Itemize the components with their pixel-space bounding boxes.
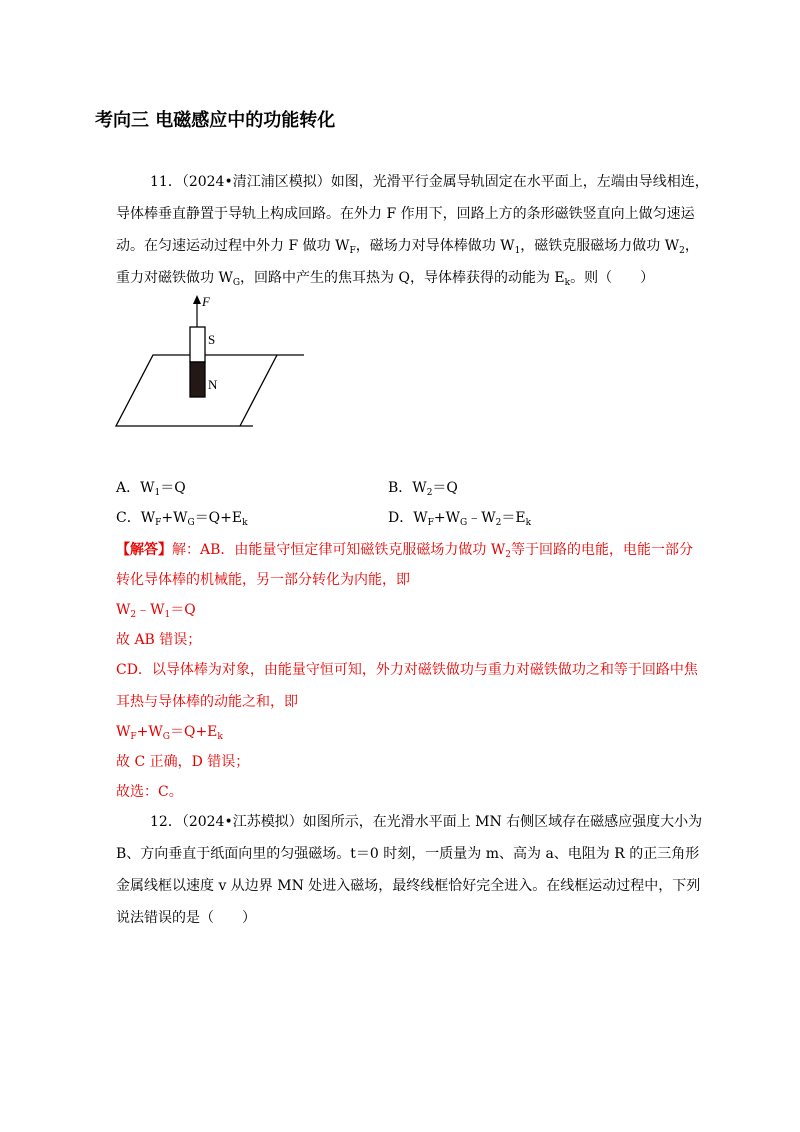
answer-tag: 【解答】 <box>116 542 172 558</box>
q12-line-3: 金属线框以速度 v 从边界 MN 处进入磁场，最终线框恰好完全进入。在线框运动过程中，下列 <box>116 878 701 894</box>
conductor-rod <box>240 355 277 426</box>
answer-line-4: CD．以导体棒为对象，由能量守恒可知，外力对磁铁做功与重力对磁铁做功之和等于回路中焦 <box>116 662 698 678</box>
magnet-rail-figure <box>108 292 318 442</box>
q12-line-1: 12．（2024•江苏模拟）如图所示，在光滑水平面上 MN 右侧区域存在磁感应强度大小为 <box>150 814 703 830</box>
q11-line-3: 动。在匀速运动过程中外力 F 做功 $W_F$，磁场力对导体棒做功 $W_1$，磁铁克服磁场力做功 $W_2$， <box>116 238 699 256</box>
south-label: S <box>208 332 216 347</box>
north-label: N <box>208 377 218 392</box>
option-d: D．$W_F+W_G﹣W_2=E_k$ <box>388 510 532 528</box>
answer-line-3: 故 AB 错误； <box>116 632 202 648</box>
option-b: B．$W_2=Q$ <box>388 480 458 498</box>
answer-line-5: 耳热与导体棒的动能之和，即 <box>116 694 298 710</box>
q12-line-2: B、方向垂直于纸面向里的匀强磁场。t＝0 时刻，一质量为 m、高为 a、电阻为 R 的正三角形 <box>116 846 700 862</box>
answer-equation-2: $W_F+W_G=Q+E_k$ <box>116 724 223 742</box>
q11-line-2: 导体棒垂直静置于导轨上构成回路。在外力 F 作用下，回路上方的条形磁铁竖直向上做匀速运 <box>116 206 695 222</box>
magnet-south-pole <box>190 327 205 362</box>
answer-line-2: 转化导体棒的机械能，另一部分转化为内能，即 <box>116 572 410 588</box>
option-c: C．$W_F+W_G=Q+E_k$ <box>116 510 248 528</box>
answer-line-1: 【解答】解：AB．由能量守恒定律可知磁铁克服磁场力做功 $W_2$等于回路的电能，电能一部分 <box>116 542 693 560</box>
answer-line-6: 故 C 正确，D 错误； <box>116 754 250 770</box>
section-title: 考向三 电磁感应中的功能转化 <box>95 110 336 131</box>
q11-line-1: 11．（2024•清江浦区模拟）如图，光滑平行金属导轨固定在水平面上，左端由导线相连， <box>150 174 709 190</box>
answer-line-7: 故选：C。 <box>116 784 183 800</box>
q12-line-4: 说法错误的是（ ） <box>116 910 256 926</box>
q11-line-4: 重力对磁铁做功 $W_G$，回路中产生的焦耳热为 Q，导体棒获得的动能为 $E_k$。则（ ） <box>116 270 655 288</box>
force-arrow-head <box>193 295 201 304</box>
force-label: F <box>202 294 210 309</box>
answer-equation-1: $W_2﹣W_1=Q$ <box>116 602 196 620</box>
option-a: A．$W_1=Q$ <box>116 480 186 498</box>
magnet-north-pole <box>190 362 205 397</box>
